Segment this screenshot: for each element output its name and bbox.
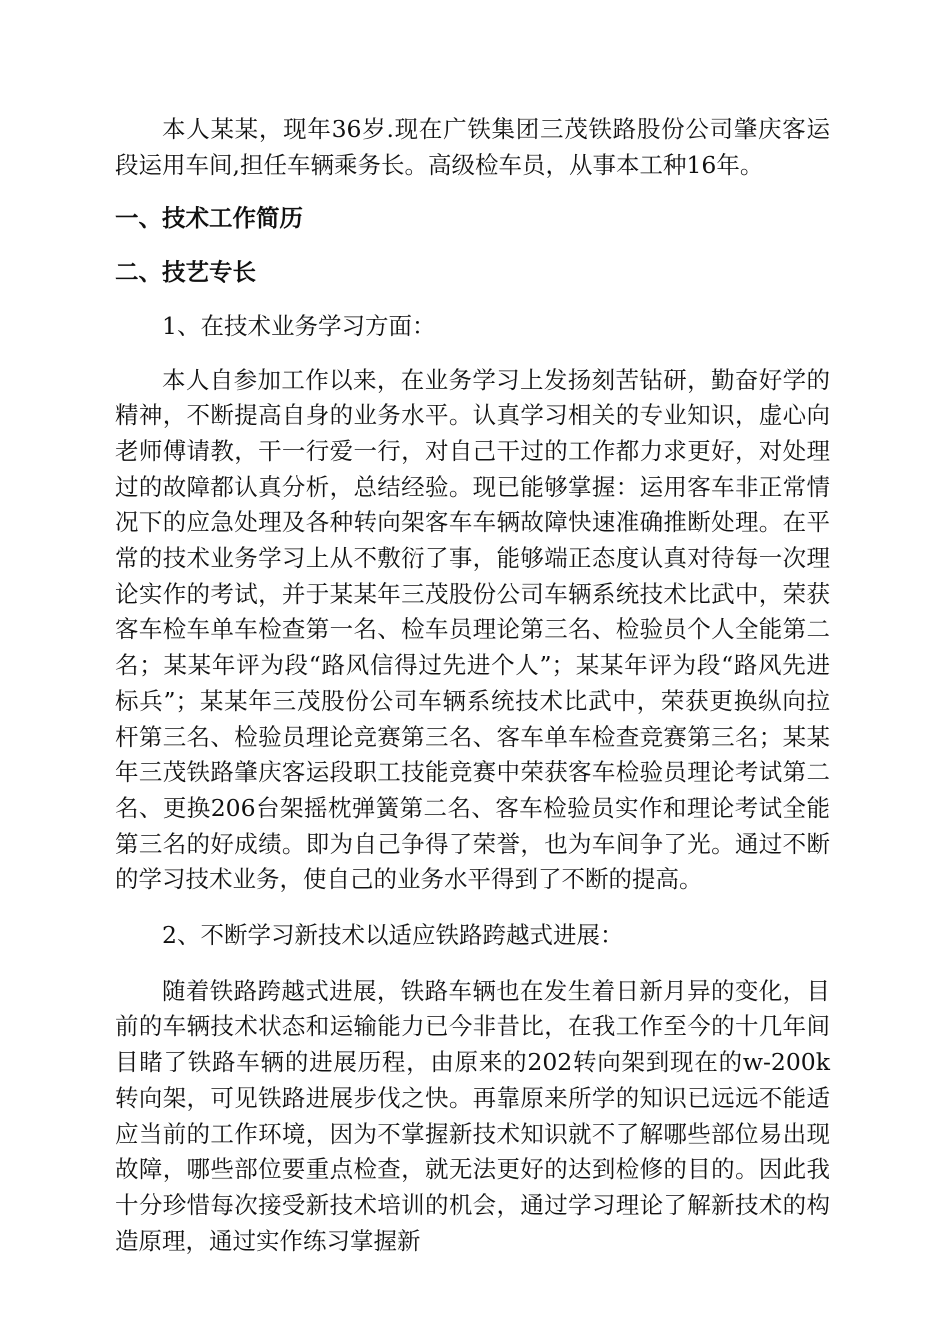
intro-paragraph: 本人某某，现年36岁.现在广铁集团三茂铁路股份公司肇庆客运段运用车间,担任车辆乘务长。高级检车员，从事本工种16年。 [115, 115, 830, 179]
section-heading-skills: 二、技艺专长 [115, 258, 256, 287]
new-tech-paragraph: 随着铁路跨越式进展，铁路车辆也在发生着日新月异的变化，目前的车辆技术状态和运输能力已今非昔比，在我工作至今的十几年间目睹了铁路车辆的进展历程，由原来的202转向架到现在的w-200k转向架，可见铁路进展步伐之快。再靠原来所学的知识已远远不能适应当前的工作环境，因为不掌握新技术知识就不了解哪些部位易出现故障，哪些部位要重点检查，就无法更好的达到检修的目的。因此我十分珍惜每次接受新技术培训的机会，通过学习理论了解新技术的构造原理，通过实作练习掌握新 [115, 976, 830, 1255]
subsection-heading-new-tech: 2、不断学习新技术以适应铁路跨越式进展： [162, 921, 624, 950]
study-paragraph: 本人自参加工作以来，在业务学习上发扬刻苦钻研，勤奋好学的精神，不断提高自身的业务水平。认真学习相关的专业知识，虚心向老师傅请教，干一行爱一行，对自己干过的工作都力求更好，对处理过的故障都认真分析，总结经验。现已能够掌握：运用客车非正常情况下的应急处理及各种转向架客车车辆故障快速准确推断处理。在平常的技术业务学习上从不敷衍了事，能够端正态度认真对待每一次理论实作的考试，并于某某年三茂股份公司车辆系统技术比武中，荣获客车检车单车检查第一名、检车员理论第三名、检验员个人全能第二名；某某年评为段“路风信得过先进个人”；某某年评为段“路风先进标兵”；某某年三茂股份公司车辆系统技术比武中，荣获更换纵向拉杆第三名、检验员理论竞赛第三名、客车单车检查竞赛第三名；某某年三茂铁路肇庆客运段职工技能竞赛中荣获客车检验员理论考试第二名、更换206台架摇枕弹簧第二名、客车检验员实作和理论考试全能第三名的好成绩。即为自己争得了荣誉，也为车间争了光。通过不断的学习技术业务，使自己的业务水平得到了不断的提高。 [115, 365, 830, 894]
section-heading-work-history: 一、技术工作简历 [115, 204, 303, 233]
subsection-heading-study: 1、在技术业务学习方面： [162, 311, 436, 340]
document-page [115, 112, 830, 1259]
